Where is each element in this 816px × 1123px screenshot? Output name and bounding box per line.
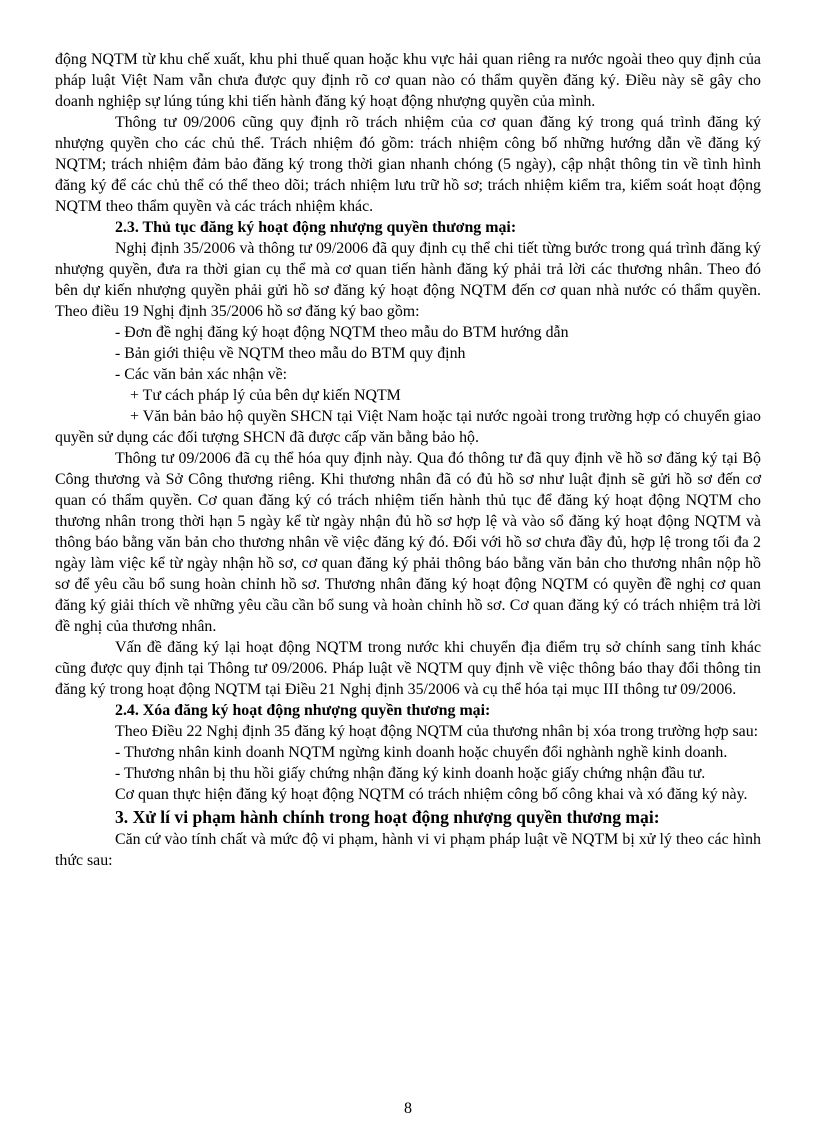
paragraph: động NQTM từ khu chế xuất, khu phi thuế quan hoặc khu vực hải quan riêng ra nước ngoài theo quy định của pháp luật Việt Nam vẫn chưa được quy định rõ cơ quan nào có thẩm quyền đăng ký. Điều này sẽ gây cho doanh nghiệp sự lúng túng khi tiến hành đăng ký hoạt động nhượng quyền của mình. [55, 51, 761, 110]
section-heading: 2.3. Thủ tục đăng ký hoạt động nhượng quyền thương mại: [115, 219, 517, 236]
list-item: - Thương nhân kinh doanh NQTM ngừng kinh doanh hoặc chuyển đổi nghành nghề kinh doanh. [115, 744, 728, 761]
section-heading: 2.4. Xóa đăng ký hoạt động nhượng quyền thương mại: [115, 702, 491, 719]
chapter-heading: 3. Xử lí vi phạm hành chính trong hoạt động nhượng quyền thương mại: [115, 807, 660, 827]
list-item: - Đơn đề nghị đăng ký hoạt động NQTM theo mẫu do BTM hướng dẫn [115, 324, 569, 341]
paragraph: Căn cứ vào tính chất và mức độ vi phạm, hành vi vi phạm pháp luật về NQTM bị xử lý theo các hình thức sau: [55, 831, 761, 869]
list-item: - Các văn bản xác nhận về: [115, 366, 288, 383]
paragraph: Vấn đề đăng ký lại hoạt động NQTM trong nước khi chuyển địa điểm trụ sở chính sang tỉnh khác cũng được quy định tại Thông tư 09/2006. Pháp luật về NQTM quy định về việc thông báo thay đổi thông tin đăng ký trong hoạt động NQTM tại Điều 21 Nghị định 35/2006 và cụ thể hóa tại mục III thông tư 09/2006. [55, 639, 761, 698]
sub-list-item: + Tư cách pháp lý của bên dự kiến NQTM [130, 387, 401, 404]
paragraph: Thông tư 09/2006 đã cụ thể hóa quy định này. Qua đó thông tư đã quy định về hồ sơ đăng ký tại Bộ Công thương và Sở Công thương riêng. Khi thương nhân đã có đủ hồ sơ như luật định sẽ gửi hồ sơ đến cơ quan có thẩm quyền. Cơ quan đăng ký có trách nhiệm tiến hành thủ tục để đăng ký hoạt động NQTM cho thương nhân trong thời hạn 5 ngày kể từ ngày nhận đủ hồ sơ hợp lệ và vào sổ đăng ký hoạt động NQTM và thông báo bằng văn bản cho thương nhân về việc đăng ký đó. Đối với hồ sơ chưa đầy đủ, hợp lệ trong tối đa 2 ngày làm việc kể từ ngày nhận hồ sơ, cơ quan đăng ký phải thông báo bằng văn bản cho thương nhân nộp hồ sơ để yêu cầu bổ sung hoàn chỉnh hồ sơ. Thương nhân đăng ký hoạt động NQTM có quyền đề nghị cơ quan đăng ký giải thích về những yêu cầu cần bổ sung và hoàn chỉnh hồ sơ. Cơ quan đăng ký có trách nhiệm trả lời đề nghị của thương nhân. [55, 450, 761, 635]
paragraph: Cơ quan thực hiện đăng ký hoạt động NQTM có trách nhiệm công bố công khai và xó đăng ký này. [115, 786, 748, 803]
paragraph: Thông tư 09/2006 cũng quy định rõ trách nhiệm của cơ quan đăng ký trong quá trình đăng ký nhượng quyền cho các chủ thể. Trách nhiệm đó gồm: trách nhiệm công bố những hướng dẫn về đăng ký NQTM; trách nhiệm đảm bảo đăng ký trong thời gian nhanh chóng (5 ngày), cập nhật thông tin về tình hình đăng ký để các chủ thể có thể theo dõi; trách nhiệm lưu trữ hồ sơ; trách nhiệm kiểm tra, kiểm soát hoạt động NQTM theo thẩm quyền và các trách nhiệm khác. [55, 114, 761, 215]
paragraph: Nghị định 35/2006 và thông tư 09/2006 đã quy định cụ thể chi tiết từng bước trong quá trình đăng ký nhượng quyền, đưa ra thời gian cụ thể mà cơ quan tiến hành đăng ký phải trả lời các thương nhân. Theo đó bên dự kiến nhượng quyền phải gửi hồ sơ đăng ký hoạt động NQTM đến cơ quan nhà nước có thẩm quyền. Theo điều 19 Nghị định 35/2006 hồ sơ đăng ký bao gồm: [55, 240, 761, 320]
paragraph: Theo Điều 22 Nghị định 35 đăng ký hoạt động NQTM của thương nhân bị xóa trong trường hợp sau: [115, 723, 759, 740]
page-number: 8 [404, 1100, 412, 1117]
sub-list-item: + Văn bản bảo hộ quyền SHCN tại Việt Nam hoặc tại nước ngoài trong trường hợp có chuyển giao quyền sử dụng các đối tượng SHCN đã được cấp văn bằng bảo hộ. [55, 408, 761, 446]
list-item: - Thương nhân bị thu hồi giấy chứng nhận đăng ký kinh doanh hoặc giấy chứng nhận đầu tư. [115, 765, 706, 782]
document-body [55, 49, 761, 871]
list-item: - Bản giới thiệu về NQTM theo mẫu do BTM quy định [115, 345, 466, 362]
